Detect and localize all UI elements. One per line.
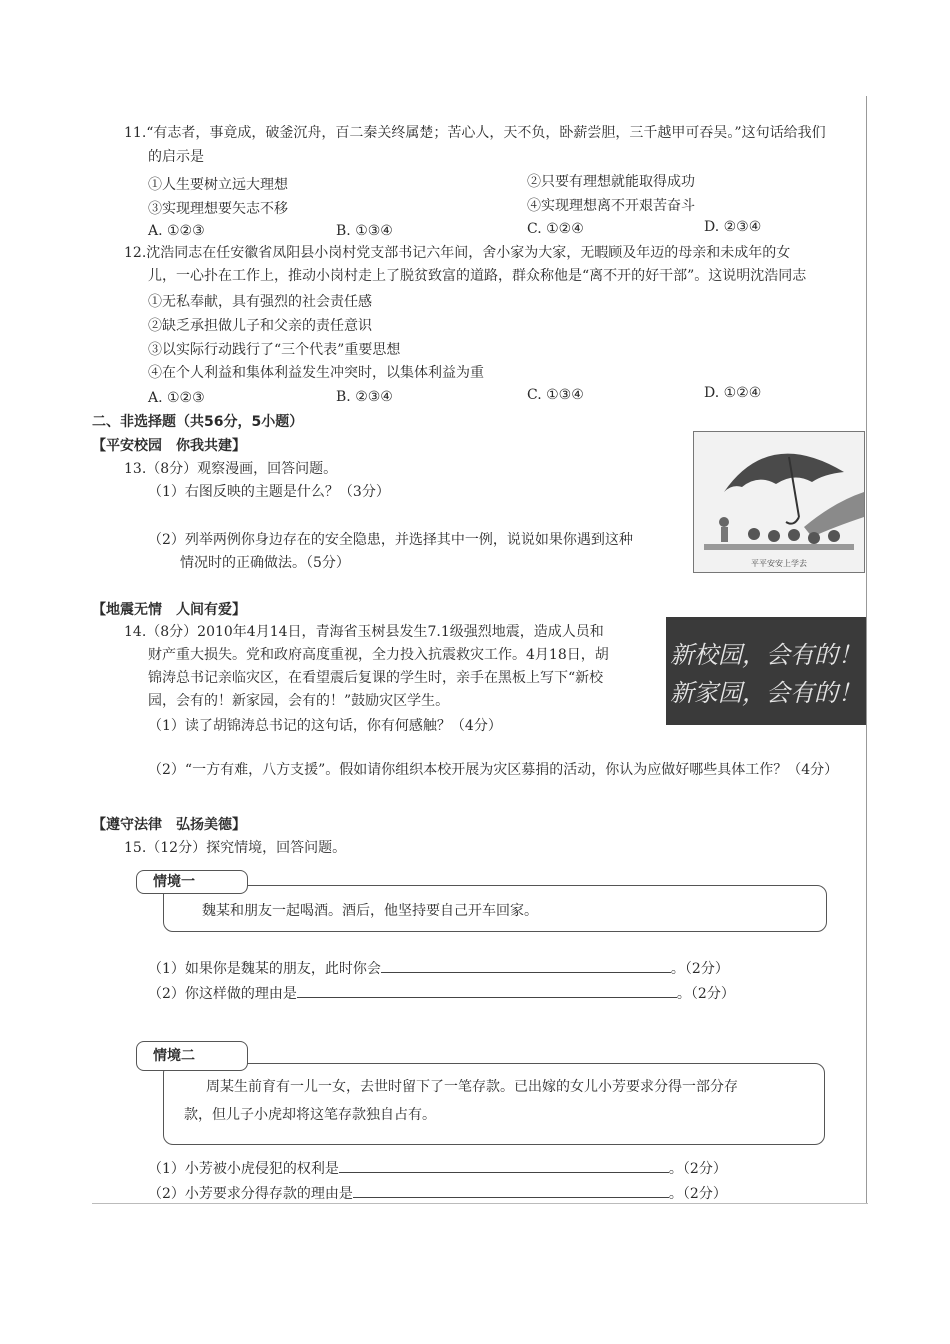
scene2-q1-score: 。（2分） — [668, 1161, 727, 1177]
q13-sub2-line2: 情况时的正确做法。（5分） — [180, 555, 350, 571]
scene2-q1-answer-blank[interactable] — [339, 1158, 669, 1173]
q13-sub1: （1）右图反映的主题是什么？（3分） — [148, 484, 390, 500]
q12-choice-c: C. ①③④ — [527, 387, 584, 403]
blackboard-line1: 新校园，会有的！ — [670, 641, 862, 669]
scene2-box — [163, 1063, 825, 1145]
q12-choice-d: D. ①②④ — [704, 385, 762, 401]
scene2-q2-prompt: （2）小芳要求分得存款的理由是 — [148, 1186, 353, 1202]
q14-stem-line3: 锦涛总书记亲临灾区，在看望震后复课的学生时，亲手在黑板上写下“新校 — [148, 670, 604, 686]
q12-option-4: ④在个人利益和集体利益发生冲突时，以集体利益为重 — [148, 365, 484, 381]
scene1-q2-answer-blank[interactable] — [297, 983, 677, 998]
q13-sub2-line1: （2）列举两例你身边存在的安全隐患，并选择其中一例，说说如果你遇到这种 — [148, 532, 633, 548]
q11-choice-d: D. ②③④ — [704, 219, 762, 235]
scene1-q1-prompt: （1）如果你是魏某的朋友，此时你会 — [148, 961, 381, 977]
section-2-title: 二、非选择题（共56分，5小题） — [92, 414, 304, 430]
q14-sub1: （1）读了胡锦涛总书记的这句话，你有何感触？（4分） — [148, 718, 502, 734]
q12-stem-line1: 12.沈浩同志在任安徽省凤阳县小岗村党支部书记六年间，舍小家为大家，无暇顾及年迈的母亲和未成年的女 — [124, 245, 791, 261]
q11-option-2: ②只要有理想就能取得成功 — [527, 174, 695, 190]
q14-sub2: （2）“一方有难，八方支援”。假如请你组织本校开展为灾区募捐的活动，你认为应做好哪些具体工作？（4分） — [148, 762, 839, 778]
safety-cartoon — [693, 431, 865, 573]
q11-choice-b: B. ①③④ — [336, 223, 393, 239]
scene1-question1 — [148, 958, 729, 979]
cartoon-caption: 平平安安上学去 — [751, 559, 807, 568]
q11-choice-c: C. ①②④ — [527, 221, 584, 237]
q12-choice-a: A. ①②③ — [148, 390, 205, 406]
scene2-question1 — [148, 1158, 727, 1179]
umbrella-cartoon-image — [694, 432, 864, 572]
q11-option-4: ④实现理想离不开艰苦奋斗 — [527, 198, 695, 214]
scene1-text: 魏某和朋友一起喝酒。酒后，他坚持要自己开车回家。 — [202, 903, 538, 919]
q12-choice-b: B. ②③④ — [336, 389, 393, 405]
q15-stem: 15.（12分）探究情境，回答问题。 — [124, 840, 347, 856]
q14-stem-line2: 财产重大损失。党和政府高度重视，全力投入抗震救灾工作。4月18日，胡 — [148, 647, 609, 663]
q11-stem-line1: 11.“有志者，事竟成，破釜沉舟，百二秦关终属楚；苦心人，天不负，卧薪尝胆，三千越甲可吞吴。”这句话给我们 — [124, 125, 826, 141]
scene1-question2 — [148, 983, 735, 1004]
q11-option-3: ③实现理想要矢志不移 — [148, 201, 288, 217]
scene1-q2-score: 。（2分） — [676, 986, 735, 1002]
q11-option-1: ①人生要树立远大理想 — [148, 177, 288, 193]
scene2-text-line1: 周某生前育有一儿一女，去世时留下了一笔存款。已出嫁的女儿小芳要求分得一部分存 — [206, 1079, 738, 1095]
scene2-q2-score: 。（2分） — [668, 1186, 727, 1202]
scene2-q2-answer-blank[interactable] — [353, 1183, 669, 1198]
q14-stem-line4: 园，会有的！新家园，会有的！”鼓励灾区学生。 — [148, 693, 450, 709]
topic-law: 【遵守法律 弘扬美德】 — [92, 817, 246, 833]
blackboard-line2: 新家园，会有的！ — [670, 679, 862, 707]
scene1-label: 情境一 — [136, 870, 248, 894]
q11-choice-a: A. ①②③ — [148, 223, 205, 239]
q11-stem-line2: 的启示是 — [148, 149, 204, 165]
topic-safe-campus: 【平安校园 你我共建】 — [92, 438, 246, 454]
q12-option-1: ①无私奉献，具有强烈的社会责任感 — [148, 294, 372, 310]
scene1-box — [163, 885, 827, 932]
topic-earthquake: 【地震无情 人间有爱】 — [92, 602, 246, 618]
scene2-q1-prompt: （1）小芳被小虎侵犯的权利是 — [148, 1161, 339, 1177]
scene1-q1-answer-blank[interactable] — [381, 958, 671, 973]
scene2-question2 — [148, 1183, 727, 1204]
q14-stem-line1: 14.（8分）2010年4月14日，青海省玉树县发生7.1级强烈地震，造成人员和 — [124, 624, 604, 640]
q12-option-2: ②缺乏承担做儿子和父亲的责任意识 — [148, 318, 372, 334]
scene2-label: 情境二 — [136, 1041, 248, 1071]
scene1-q1-score: 。（2分） — [670, 961, 729, 977]
scene1-q2-prompt: （2）你这样做的理由是 — [148, 986, 297, 1002]
q12-stem-line2: 儿，一心扑在工作上，推动小岗村走上了脱贫致富的道路，群众称他是“离不开的好干部”。这说明沈浩同志 — [148, 268, 807, 284]
q12-option-3: ③以实际行动践行了“三个代表”重要思想 — [148, 342, 401, 358]
page-edge-line — [866, 96, 867, 1204]
q13-stem: 13.（8分）观察漫画，回答问题。 — [124, 461, 338, 477]
scene2-text-line2: 款，但儿子小虎却将这笔存款独自占有。 — [184, 1107, 436, 1123]
blackboard-photo — [666, 617, 866, 725]
